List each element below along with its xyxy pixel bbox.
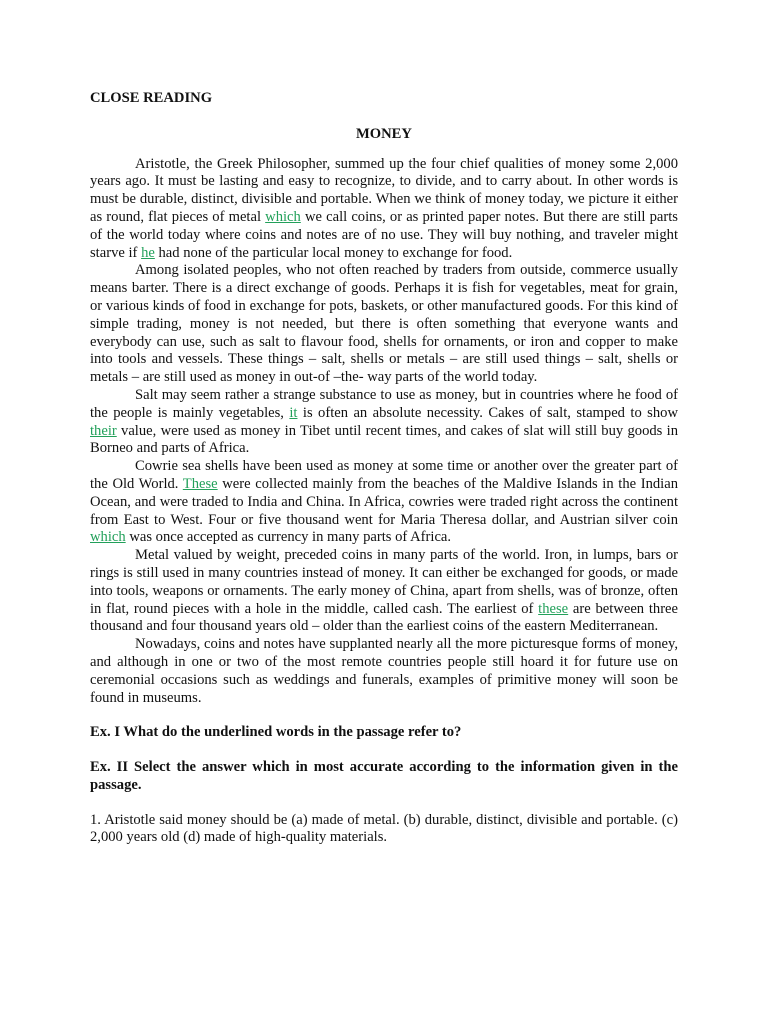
underlined-reference-word: he <box>141 244 155 261</box>
exercise-1-instruction: Ex. I What do the underlined words in the passage refer to? <box>90 724 462 741</box>
paragraph-text: had none of the particular local money to exchange for food. <box>154 244 513 261</box>
underlined-reference-word: which <box>265 208 301 225</box>
paragraph-text: was once accepted as currency in many parts of Africa. <box>125 529 452 546</box>
passage-title: MONEY <box>356 125 412 142</box>
document-page <box>90 90 678 847</box>
paragraph-text: value, were used as money in Tibet until recent times, and cakes of slat will still buy goods in Borneo and parts of Africa. <box>90 422 678 457</box>
underlined-reference-word: these <box>538 600 569 617</box>
paragraph-text: are between three thousand and four thousand years old – older than the earliest coins of the eastern Mediterranean. <box>90 600 679 635</box>
exercise-2-instruction: Ex. II Select the answer which in most accurate according to the information given in the passage. <box>90 759 678 793</box>
underlined-reference-word: their <box>90 422 117 439</box>
underlined-reference-word: These <box>182 475 218 492</box>
paragraph-text: we call coins, or as printed paper notes. But there are still parts of the world today where coins and notes are of no use. They will buy nothing, and traveler might starve if <box>90 208 678 261</box>
paragraph-text: Salt may seem rather a strange substance to use as money, but in countries where he food of the people is mainly vegetables, <box>90 386 678 421</box>
paragraph-text: Cowrie sea shells have been used as money at some time or another over the greater part of the Old World. <box>90 458 678 492</box>
passage-paragraph <box>90 458 678 547</box>
section-heading: CLOSE READING <box>90 90 213 106</box>
paragraph-text: were collected mainly from the beaches of the Maldive Islands in the Indian Ocean, and were traded to India and China. In Africa, cowries were traded right across the continent from East to West. Four or five thousand went for Maria Theresa dollar, and Austrian silver coin <box>90 475 678 528</box>
passage-paragraph <box>90 387 678 458</box>
underlined-reference-word: it <box>289 404 298 421</box>
paragraph-text: is often an absolute necessity. Cakes of salt, stamped to show <box>297 404 678 421</box>
passage-paragraph <box>90 262 678 387</box>
passage-paragraph <box>90 547 678 636</box>
paragraph-text: Nowadays, coins and notes have supplanted nearly all the more picturesque forms of money, and although in one or two of the most remote countries people still hoard it for future use on ceremonial occasions such as weddings and funerals, examples of primitive money will soon be found in museums. <box>90 636 678 706</box>
passage-body <box>90 156 678 708</box>
paragraph-text: Aristotle, the Greek Philosopher, summed up the four chief qualities of money some 2,000 years ago. It must be lasting and easy to recognize, to divide, and to carry about. In other words is must be durable, distinct, divisible and portable. When we think of money today, we picture it either as round, flat pieces of metal <box>90 155 678 225</box>
paragraph-text: Among isolated peoples, who not often reached by traders from outside, commerce usually means barter. There is a direct exchange of goods. Perhaps it is fish for vegetables, meat for grain, or various kinds of food in exchange for pots, baskets, or other manufactured goods. For this kind of simple trading, money is not needed, but there is often something that everyone wants and everybody can use, such as salt to flavour food, shells for ornaments, or iron and copper to make into tools and vessels. These things – salt, shells or metals – are still used things – salt, shells or metals – are still used as money in out-of –the- way parts of the world today. <box>90 262 678 386</box>
question-1: 1. Aristotle said money should be (a) made of metal. (b) durable, distinct, divisible and portable. (c) 2,000 years old (d) made of high-quality materials. <box>90 811 678 846</box>
paragraph-text: Metal valued by weight, preceded coins in many parts of the world. Iron, in lumps, bars or rings is still used in many countries instead of money. It can either be exchanged for goods, or made into tools, weapons or ornaments. The early money of China, apart from shells, was of bronze, often in flat, round pieces with a hole in the middle, called cash. The earliest of <box>90 547 678 617</box>
underlined-reference-word: which <box>90 529 126 546</box>
passage-paragraph <box>90 156 678 263</box>
passage-paragraph <box>90 636 678 707</box>
